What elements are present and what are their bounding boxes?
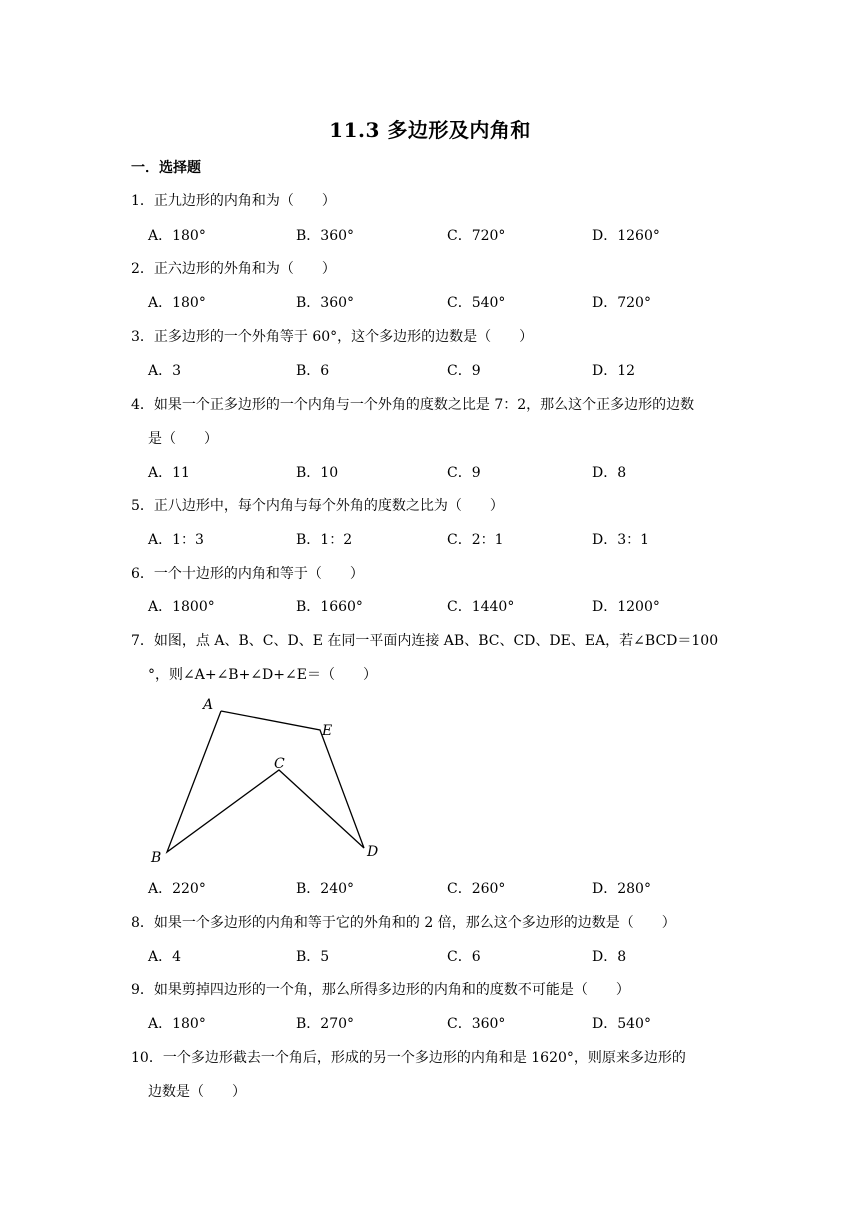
question-10-continued: 边数是（ ） (148, 1084, 246, 1100)
option-b: B．1660° (296, 599, 363, 615)
option-c: C．9 (447, 465, 481, 481)
question-9-options (0, 1013, 860, 1033)
pentagon-figure (145, 692, 390, 867)
option-c: C．6 (447, 949, 481, 965)
option-a: A．3 (148, 363, 182, 379)
question-7-options (0, 878, 860, 898)
figure-edges (167, 711, 364, 852)
question-5: 5．正八边形中，每个内角与每个外角的度数之比为（ ） (131, 498, 504, 514)
option-d: D．280° (592, 881, 651, 897)
section-heading: 一．选择题 (131, 160, 201, 176)
option-b: B．270° (296, 1016, 355, 1032)
option-c: C．360° (447, 1016, 506, 1032)
option-d: D．1200° (592, 599, 660, 615)
option-a: A．11 (148, 465, 190, 481)
option-a: A．180° (148, 228, 206, 244)
option-c: C．720° (447, 228, 506, 244)
option-c: C．260° (447, 881, 506, 897)
page-title: 11.3 多边形及内角和 (329, 118, 531, 142)
option-a: A．180° (148, 295, 206, 311)
option-b: B．240° (296, 881, 355, 897)
question-6-options (0, 596, 860, 616)
question-1-options (0, 225, 860, 245)
figure-label-d: D (367, 844, 379, 860)
option-b: B．10 (296, 465, 339, 481)
option-a: A．220° (148, 881, 206, 897)
option-a: A．1：3 (148, 532, 204, 548)
question-1: 1．正九边形的内角和为（ ） (131, 193, 336, 209)
question-10: 10．一个多边形截去一个角后，形成的另一个多边形的内角和是 1620°，则原来多边形的 (131, 1050, 686, 1066)
question-4: 4．如果一个正多边形的一个内角与一个外角的度数之比是 7：2，那么这个正多边形的边数 (131, 397, 695, 413)
option-a: A．1800° (148, 599, 215, 615)
question-4-options (0, 462, 860, 482)
question-8: 8．如果一个多边形的内角和等于它的外角和的 2 倍，那么这个多边形的边数是（ ） (131, 915, 676, 931)
question-7: 7．如图，点 A、B、C、D、E 在同一平面内连接 AB、BC、CD、DE、EA，若∠BCD＝100 (131, 633, 719, 649)
option-d: D．8 (592, 465, 627, 481)
option-a: A．180° (148, 1016, 206, 1032)
question-6: 6．一个十边形的内角和等于（ ） (131, 566, 364, 582)
figure-label-c: C (274, 756, 285, 772)
option-d: D．3：1 (592, 532, 650, 548)
option-a: A．4 (148, 949, 182, 965)
question-5-options (0, 529, 860, 549)
figure-label-a: A (203, 697, 214, 713)
option-c: C．2：1 (447, 532, 504, 548)
question-3-options (0, 360, 860, 380)
option-d: D．8 (592, 949, 627, 965)
option-c: C．1440° (447, 599, 515, 615)
option-b: B．6 (296, 363, 330, 379)
option-b: B．360° (296, 228, 355, 244)
option-c: C．540° (447, 295, 506, 311)
option-b: B．1：2 (296, 532, 353, 548)
question-8-options (0, 946, 860, 966)
question-3: 3．正多边形的一个外角等于 60°，这个多边形的边数是（ ） (131, 329, 534, 345)
option-d: D．1260° (592, 228, 660, 244)
option-d: D．12 (592, 363, 636, 379)
option-c: C．9 (447, 363, 481, 379)
question-9: 9．如果剪掉四边形的一个角，那么所得多边形的内角和的度数不可能是（ ） (131, 982, 630, 998)
question-2: 2．正六边形的外角和为（ ） (131, 261, 336, 277)
option-d: D．720° (592, 295, 651, 311)
option-b: B．360° (296, 295, 355, 311)
option-d: D．540° (592, 1016, 651, 1032)
question-4-continued: 是（ ） (148, 431, 218, 447)
question-7-continued: °，则∠A+∠B+∠D+∠E＝（ ） (148, 667, 377, 683)
question-2-options (0, 292, 860, 312)
figure-label-e: E (322, 723, 333, 739)
option-b: B．5 (296, 949, 330, 965)
figure-label-b: B (151, 850, 162, 866)
